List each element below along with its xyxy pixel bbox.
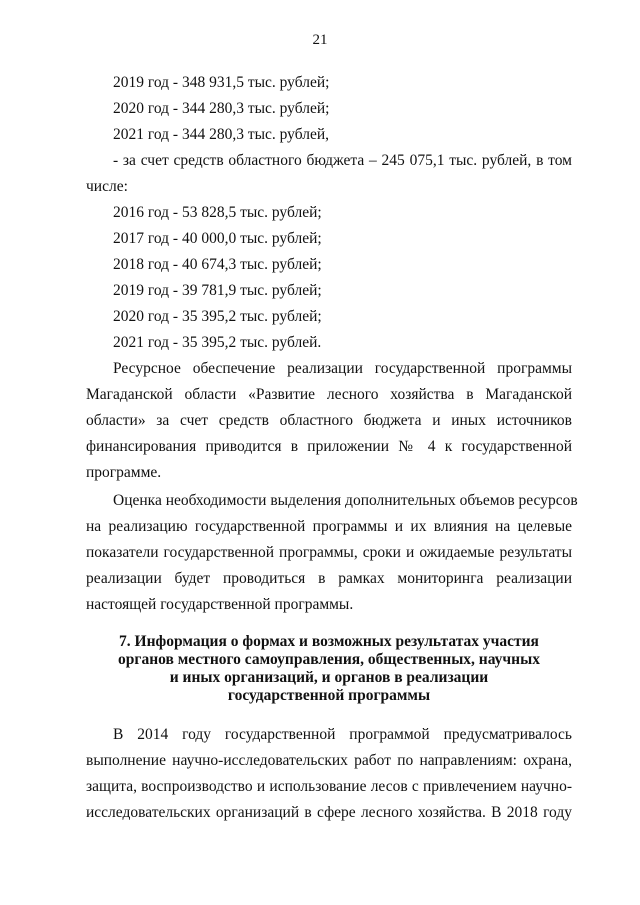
assessment-paragraph-line: реализации будет проводиться в рамках мониторинга реализации: [86, 570, 572, 587]
budget-year-line: 2016 год - 53 828,5 тыс. рублей;: [113, 204, 322, 221]
regional-budget-line: - за счет средств областного бюджета – 245 075,1 тыс. рублей, в том: [113, 152, 572, 169]
research-paragraph-line: защита, воспроизводство и использование лесов с привлечением научно-: [86, 778, 572, 795]
section-heading-line: 7. Информация о формах и возможных результатах участия: [119, 633, 539, 650]
assessment-paragraph-line: показатели государственной программы, сроки и ожидаемые результаты: [86, 544, 572, 561]
assessment-paragraph-line: настоящей государственной программы.: [86, 596, 354, 613]
budget-year-line: 2017 год - 40 000,0 тыс. рублей;: [113, 230, 322, 247]
resources-paragraph-line: программе.: [86, 464, 162, 481]
section-heading-line: органов местного самоуправления, общественных, научных: [118, 651, 540, 668]
research-paragraph-line: выполнение научно-исследовательских работ по направлениям: охрана,: [86, 752, 572, 769]
resources-paragraph-line: финансирования приводится в приложении № 4 к государственной: [86, 438, 572, 455]
assessment-paragraph-line: Оценка необходимости выделения дополнительных объемов ресурсов: [113, 492, 578, 509]
research-paragraph-line: исследовательских организаций в сфере лесного хозяйства. В 2018 году: [86, 804, 572, 821]
funding-line: 2021 год - 344 280,3 тыс. рублей,: [113, 126, 330, 143]
funding-line: 2019 год - 348 931,5 тыс. рублей;: [113, 74, 330, 91]
budget-year-line: 2019 год - 39 781,9 тыс. рублей;: [113, 282, 322, 299]
section-heading-line: и иных организаций, и органов в реализации: [169, 669, 489, 686]
budget-year-line: 2021 год - 35 395,2 тыс. рублей.: [113, 334, 322, 351]
section-heading-line: государственной программы: [227, 687, 431, 704]
assessment-paragraph-line: на реализацию государственной программы и их влияния на целевые: [86, 518, 572, 535]
budget-year-line: 2018 год - 40 674,3 тыс. рублей;: [113, 256, 322, 273]
budget-year-line: 2020 год - 35 395,2 тыс. рублей;: [113, 308, 322, 325]
regional-budget-line-continuation: числе:: [86, 178, 128, 195]
research-paragraph-line: В 2014 году государственной программой предусматривалось: [113, 726, 572, 743]
resources-paragraph-line: области» за счет средств областного бюджета и иных источников: [86, 412, 572, 429]
resources-paragraph-line: Ресурсное обеспечение реализации государственной программы: [113, 360, 572, 377]
resources-paragraph-line: Магаданской области «Развитие лесного хозяйства в Магаданской: [86, 386, 572, 403]
page-number: 21: [312, 32, 328, 48]
funding-line: 2020 год - 344 280,3 тыс. рублей;: [113, 100, 330, 117]
